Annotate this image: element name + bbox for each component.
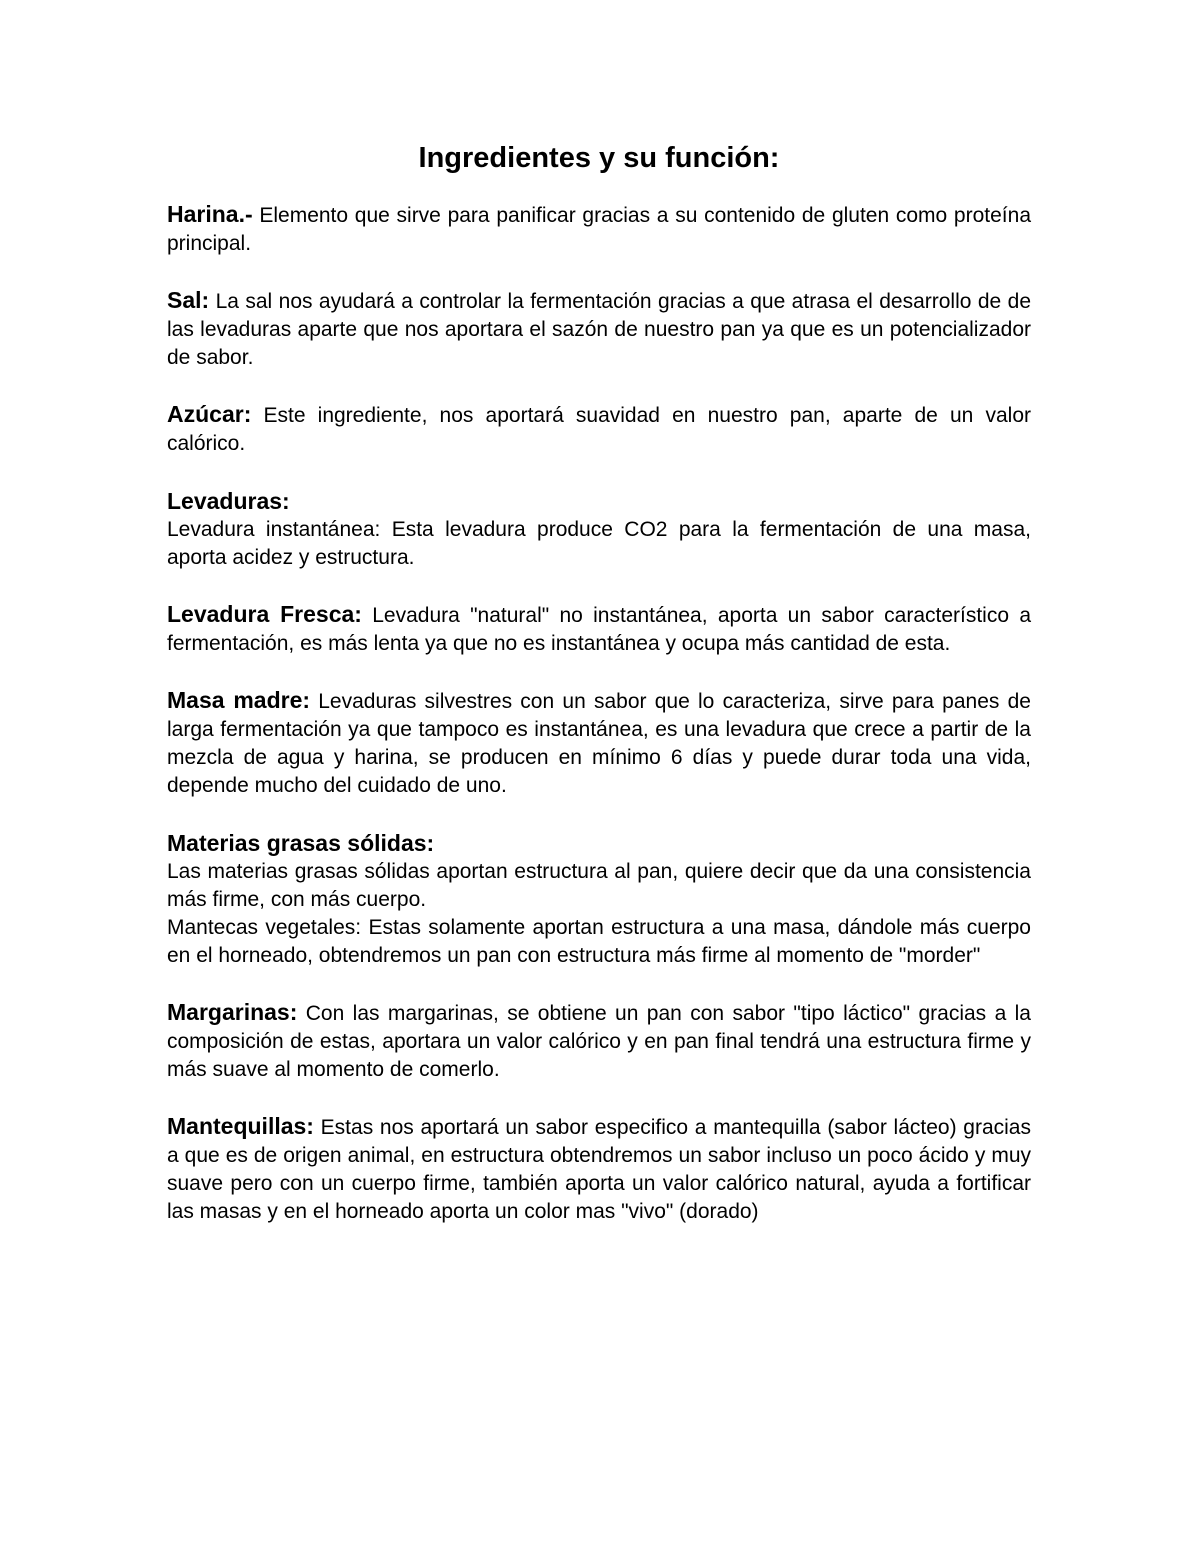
section-levadura-fresca: [167, 600, 1031, 658]
section-heading: Materias grasas sólidas:: [167, 830, 435, 856]
page-title: Ingredientes y su función:: [418, 142, 780, 174]
section-body: [167, 400, 1031, 458]
section-azucar: [167, 400, 1031, 458]
section-text: Levadura instantánea: Esta levadura produce CO2 para la fermentación de una masa, aporta acidez y estructura.: [167, 518, 1031, 569]
section-text: Con las margarinas, se obtiene un pan con sabor "tipo láctico" gracias a la composición de estas, aportara un valor calórico y en pan final tendrá una estructura firme y más suave al momento de comerlo.: [167, 1002, 1031, 1081]
section-text: Levaduras silvestres con un sabor que lo caracteriza, sirve para panes de larga fermentación ya que tampoco es instantánea, es una levadura que crece a partir de la mezcla de agua y harina, se producen en mínimo 6 días y puede durar toda una vida, depende mucho del cuidado de uno.: [167, 690, 1031, 797]
section-text-secondary: Mantecas vegetales: Estas solamente aportan estructura a una masa, dándole más cuerpo en el horneado, obtendremos un pan con estructura más firme al momento de "morder": [167, 916, 1031, 967]
section-heading: Levaduras:: [167, 488, 290, 514]
section-text: Este ingrediente, nos aportará suavidad en nuestro pan, aparte de un valor calórico.: [167, 404, 1031, 455]
section-mantequillas: [167, 1112, 1031, 1226]
section-body: [167, 998, 1031, 1084]
section-term: Margarinas:: [167, 999, 298, 1025]
section-body: [167, 200, 1031, 258]
section-materias-grasas: [167, 828, 1031, 970]
section-text: Las materias grasas sólidas aportan estructura al pan, quiere decir que da una consistencia más firme, con más cuerpo.: [167, 860, 1031, 911]
section-text: Estas nos aportará un sabor especifico a mantequilla (sabor lácteo) gracias a que es de origen animal, en estructura obtendremos un sabor incluso un poco ácido y muy suave pero con un cuerpo firme, también aporta un valor calórico natural, ayuda a fortificar las masas y en el horneado aporta un color mas "vivo" (dorado): [167, 1116, 1031, 1223]
section-margarinas: [167, 998, 1031, 1084]
section-text: Levadura "natural" no instantánea, aporta un sabor característico a fermentación, es más lenta ya que no es instantánea y ocupa más cantidad de esta.: [167, 604, 1031, 655]
document-page: [167, 138, 1031, 1254]
section-body: [167, 600, 1031, 658]
section-body: [167, 686, 1031, 800]
section-term: Sal:: [167, 287, 210, 313]
section-levaduras: [167, 486, 1031, 572]
section-term: Azúcar:: [167, 401, 252, 427]
section-text: Elemento que sirve para panificar gracias a su contenido de gluten como proteína principal.: [167, 204, 1031, 255]
section-term: Masa madre:: [167, 687, 311, 713]
section-sal: [167, 286, 1031, 372]
section-term: Levadura Fresca:: [167, 601, 362, 627]
section-text: La sal nos ayudará a controlar la fermentación gracias a que atrasa el desarrollo de de las levaduras aparte que nos aportara el sazón de nuestro pan ya que es un potencializador de sabor.: [167, 290, 1031, 369]
section-term: Harina.-: [167, 201, 253, 227]
section-harina: [167, 200, 1031, 258]
section-body: [167, 286, 1031, 372]
section-term: Mantequillas:: [167, 1113, 314, 1139]
section-body: [167, 1112, 1031, 1226]
section-masa-madre: [167, 686, 1031, 800]
